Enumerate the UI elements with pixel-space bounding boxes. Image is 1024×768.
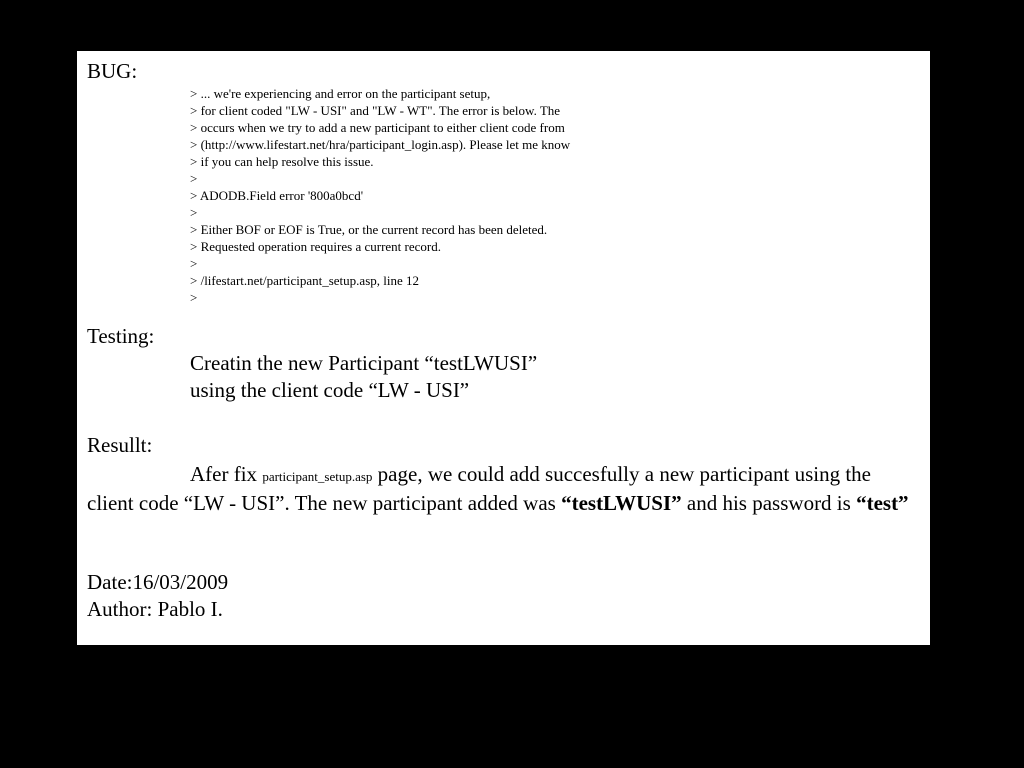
document-page	[77, 51, 930, 645]
result-paragraph	[87, 461, 917, 517]
testing-block	[190, 350, 537, 404]
bug-line: > for client coded "LW - USI" and "LW - WT". The error is below. The	[190, 103, 561, 118]
bug-line: > /lifestart.net/participant_setup.asp, line 12	[190, 273, 419, 288]
result-password: “test”	[856, 491, 909, 515]
bug-line: >	[190, 171, 198, 186]
bug-line: > ... we're experiencing and error on the participant setup,	[190, 86, 491, 101]
bug-line: > Either BOF or EOF is True, or the current record has been deleted.	[190, 222, 548, 237]
result-text: Afer fix	[190, 462, 263, 486]
result-text: and his password is	[681, 491, 857, 515]
bug-line: > (http://www.lifestart.net/hra/participant_login.asp). Please let me know	[190, 137, 571, 152]
result-filename: participant_setup.asp	[262, 469, 373, 484]
testing-line: Creatin the new Participant “testLWUSI”	[190, 351, 538, 375]
bug-line: >	[190, 256, 198, 271]
result-heading: Resullt:	[87, 433, 153, 457]
bug-line: > ADODB.Field error '800a0bcd'	[190, 188, 364, 203]
testing-line: using the client code “LW - USI”	[190, 378, 470, 402]
bug-line: > Requested operation requires a current record.	[190, 239, 441, 254]
date-line: Date:16/03/2009	[87, 570, 229, 594]
bug-report-block	[190, 85, 570, 306]
result-text: page, we could add succesfully a new participant using the client code “LW - USI”. The new participant added was	[87, 462, 872, 515]
result-participant-name: “testLWUSI”	[561, 491, 682, 515]
testing-heading: Testing:	[87, 324, 155, 348]
bug-line: >	[190, 205, 198, 220]
bug-line: > if you can help resolve this issue.	[190, 154, 374, 169]
bug-heading: BUG:	[87, 59, 138, 83]
bug-line: > occurs when we try to add a new participant to either client code from	[190, 120, 565, 135]
author-line: Author: Pablo I.	[87, 597, 223, 621]
bug-line: >	[190, 290, 198, 305]
